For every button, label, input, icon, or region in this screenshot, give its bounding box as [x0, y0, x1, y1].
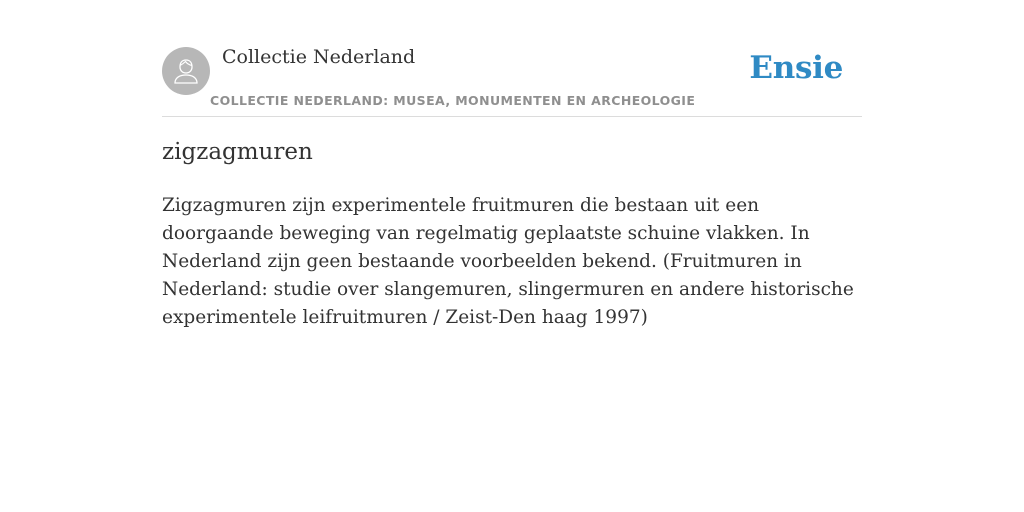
author-subtitle[interactable]: COLLECTIE NEDERLAND: MUSEA, MONUMENTEN EN ARCHEOLOGIE [210, 93, 696, 108]
author-avatar[interactable] [162, 47, 210, 95]
author-name-link[interactable]: Collectie Nederland [222, 46, 416, 68]
user-avatar-icon [171, 56, 201, 86]
author-header [162, 40, 862, 117]
entry-definition: Zigzagmuren zijn experimentele fruitmuren die bestaan uit een doorgaande beweging van regelmatig geplaatste schuine vlakken. In Nederland zijn geen bestaande voorbeelden bekend. (Fruitmuren in Nederland: studie over slangemuren, slingermuren en andere historische experimentele leifruitmuren / Zeist-Den haag 1997) [162, 195, 854, 328]
entry-term: zigzagmuren [162, 139, 313, 165]
ensie-logo[interactable]: Ensie [749, 50, 843, 86]
